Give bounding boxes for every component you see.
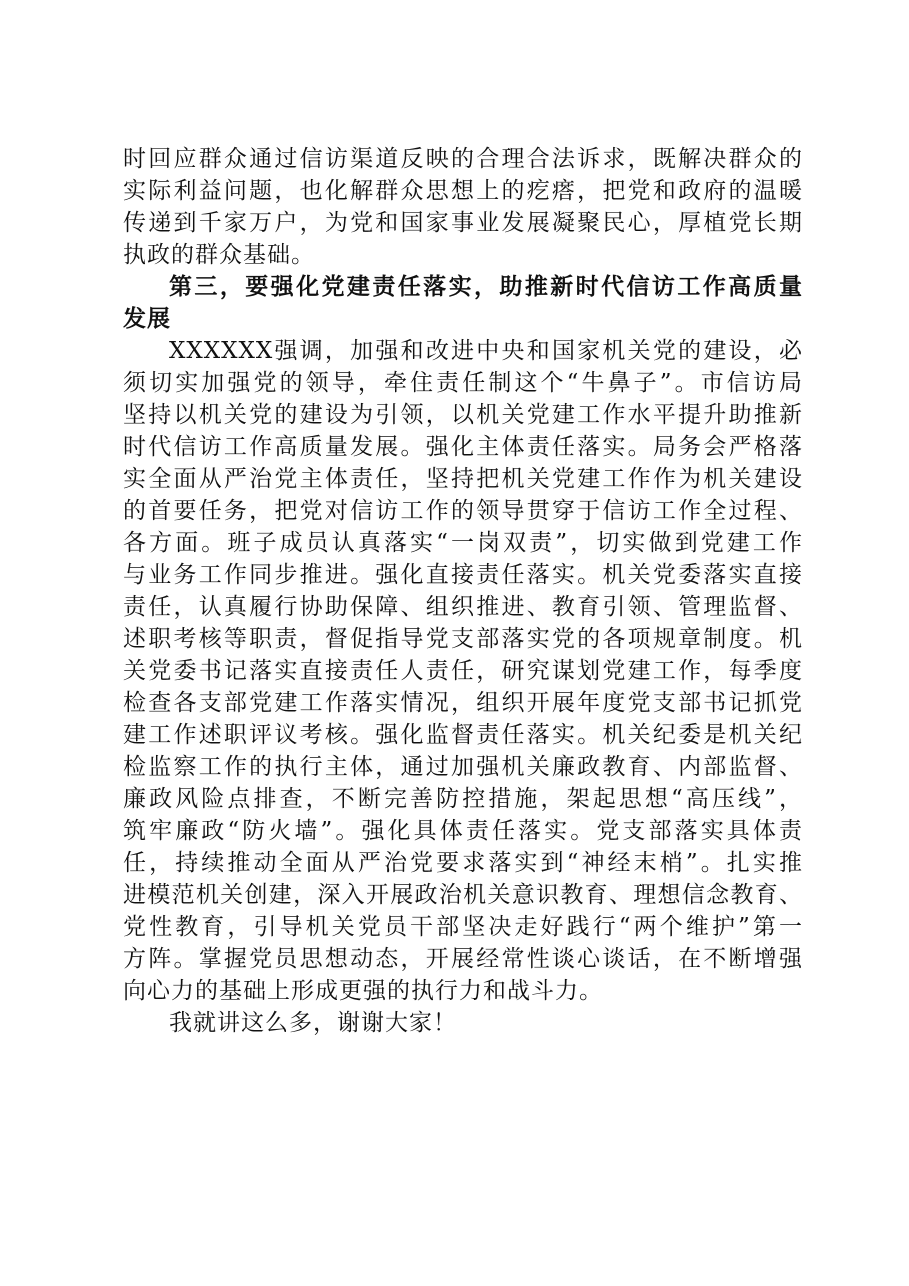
paragraph-line: 时回应群众通过信访渠道反映的合理合法诉求，既解决群众的 [123,146,803,172]
document-body [123,143,803,1039]
paragraph-line: 检监察工作的执行主体，通过加强机关廉政教育、内部监督、 [123,754,803,780]
paragraph-line: 执政的群众基础。 [123,242,315,268]
paragraph-line: 检查各支部党建工作落实情况，组织开展年度党支部书记抓党 [123,690,803,716]
paragraph-line: 实全面从严治党主体责任，坚持把机关党建工作作为机关建设 [123,466,803,492]
paragraph-line: 筑牢廉政“防火墙”。强化具体责任落实。党支部落实具体责 [123,818,803,844]
paragraph-line: 须切实加强党的领导，牵住责任制这个“牛鼻子”。市信访局 [123,370,803,396]
paragraph-line: 述职考核等职责，督促指导党支部落实党的各项规章制度。机 [123,626,803,652]
paragraph-line: 党性教育，引导机关党员干部坚决走好践行“两个维护”第一 [123,914,803,940]
paragraph-line: 实际利益问题，也化解群众思想上的疙瘩，把党和政府的温暖 [123,178,803,204]
closing-line: 我就讲这么多，谢谢大家！ [169,1010,457,1036]
paragraph-line: 廉政风险点排查，不断完善防控措施，架起思想“高压线”， [123,786,803,812]
paragraph-line: 与业务工作同步推进。强化直接责任落实。机关党委落实直接 [123,562,803,588]
paragraph-line: XXXXXX强调，加强和改进中央和国家机关党的建设，必 [169,338,803,364]
paragraph-line: 向心力的基础上形成更强的执行力和战斗力。 [123,978,603,1004]
paragraph-line: 坚持以机关党的建设为引领，以机关党建工作水平提升助推新 [123,402,803,428]
paragraph-line: 关党委书记落实直接责任人责任，研究谋划党建工作，每季度 [123,658,803,684]
paragraph-line: 时代信访工作高质量发展。强化主体责任落实。局务会严格落 [123,434,803,460]
paragraph-line: 责任，认真履行协助保障、组织推进、教育引领、管理监督、 [123,594,803,620]
paragraph-line: 进模范机关创建，深入开展政治机关意识教育、理想信念教育、 [123,882,803,908]
paragraph-line: 各方面。班子成员认真落实“一岗双责”，切实做到党建工作 [123,530,803,556]
paragraph-line: 建工作述职评议考核。强化监督责任落实。机关纪委是机关纪 [123,722,803,748]
paragraph-line: 任，持续推动全面从严治党要求落实到“神经末梢”。扎实推 [123,850,803,876]
paragraph-line: 方阵。掌握党员思想动态，开展经常性谈心谈话，在不断增强 [123,946,803,972]
paragraph-line: 的首要任务，把党对信访工作的领导贯穿于信访工作全过程、 [123,498,803,524]
section-heading-line: 发展 [123,306,171,332]
paragraph-line: 传递到千家万户，为党和国家事业发展凝聚民心，厚植党长期 [123,210,803,236]
section-heading-line: 第三，要强化党建责任落实，助推新时代信访工作高质量 [169,274,803,300]
